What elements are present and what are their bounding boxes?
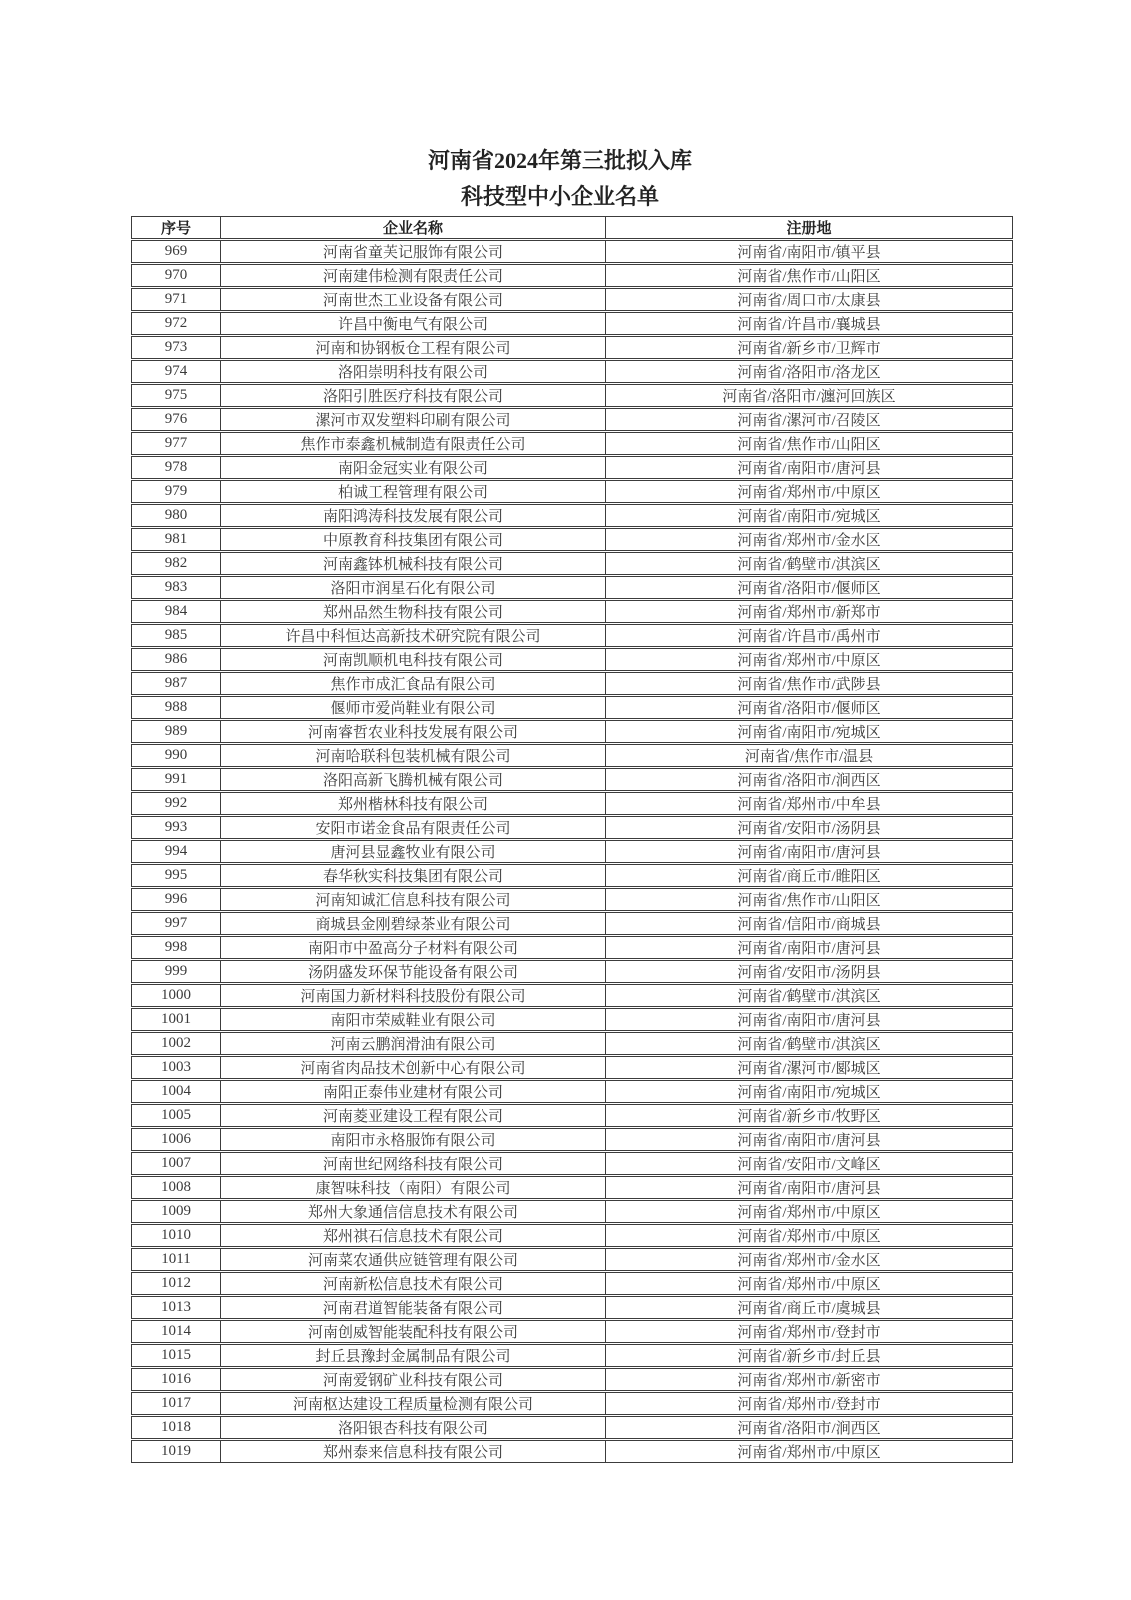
table-row	[131, 864, 1013, 887]
cell-company-name: 河南知诚汇信息科技有限公司	[220, 888, 605, 911]
cell-index: 1006	[131, 1128, 220, 1151]
cell-index: 1009	[131, 1200, 220, 1223]
cell-company-name: 河南鑫钵机械科技有限公司	[220, 552, 605, 575]
cell-company-name: 商城县金刚碧绿茶业有限公司	[220, 912, 605, 935]
cell-company-name: 许昌中科恒达高新技术研究院有限公司	[220, 624, 605, 647]
table-row	[131, 1344, 1013, 1367]
table-row	[131, 360, 1013, 383]
cell-index: 998	[131, 936, 220, 959]
cell-index: 996	[131, 888, 220, 911]
cell-company-name: 河南凯顺机电科技有限公司	[220, 648, 605, 671]
cell-index: 995	[131, 864, 220, 887]
cell-index: 985	[131, 624, 220, 647]
cell-index: 997	[131, 912, 220, 935]
column-header-registration-place: 注册地	[605, 216, 1013, 239]
table-row	[131, 456, 1013, 479]
cell-index: 1016	[131, 1368, 220, 1391]
cell-company-name: 河南菜农通供应链管理有限公司	[220, 1248, 605, 1271]
table-row	[131, 672, 1013, 695]
cell-index: 1010	[131, 1224, 220, 1247]
table-row	[131, 480, 1013, 503]
table-row	[131, 1440, 1013, 1463]
cell-registration-place: 河南省/商丘市/虞城县	[605, 1296, 1013, 1319]
cell-index: 989	[131, 720, 220, 743]
cell-registration-place: 河南省/郑州市/登封市	[605, 1392, 1013, 1415]
table-row	[131, 696, 1013, 719]
cell-company-name: 洛阳高新飞腾机械有限公司	[220, 768, 605, 791]
cell-company-name: 河南世杰工业设备有限公司	[220, 288, 605, 311]
table-row	[131, 1200, 1013, 1223]
cell-index: 991	[131, 768, 220, 791]
cell-company-name: 偃师市爱尚鞋业有限公司	[220, 696, 605, 719]
table-row	[131, 816, 1013, 839]
cell-registration-place: 河南省/南阳市/唐河县	[605, 456, 1013, 479]
cell-registration-place: 河南省/郑州市/金水区	[605, 1248, 1013, 1271]
cell-company-name: 河南国力新材料科技股份有限公司	[220, 984, 605, 1007]
cell-registration-place: 河南省/郑州市/中原区	[605, 1200, 1013, 1223]
cell-company-name: 河南新松信息技术有限公司	[220, 1272, 605, 1295]
cell-company-name: 南阳金冠实业有限公司	[220, 456, 605, 479]
cell-company-name: 南阳市荣威鞋业有限公司	[220, 1008, 605, 1031]
cell-company-name: 河南建伟检测有限责任公司	[220, 264, 605, 287]
cell-index: 981	[131, 528, 220, 551]
table-row	[131, 1224, 1013, 1247]
cell-index: 1018	[131, 1416, 220, 1439]
table-row	[131, 432, 1013, 455]
cell-index: 974	[131, 360, 220, 383]
cell-index: 992	[131, 792, 220, 815]
cell-registration-place: 河南省/鹤壁市/淇滨区	[605, 552, 1013, 575]
cell-registration-place: 河南省/商丘市/睢阳区	[605, 864, 1013, 887]
cell-index: 994	[131, 840, 220, 863]
table-row	[131, 312, 1013, 335]
cell-company-name: 安阳市诺金食品有限责任公司	[220, 816, 605, 839]
cell-registration-place: 河南省/周口市/太康县	[605, 288, 1013, 311]
cell-registration-place: 河南省/南阳市/镇平县	[605, 240, 1013, 263]
cell-index: 1017	[131, 1392, 220, 1415]
cell-registration-place: 河南省/南阳市/唐河县	[605, 840, 1013, 863]
cell-index: 970	[131, 264, 220, 287]
cell-registration-place: 河南省/南阳市/宛城区	[605, 504, 1013, 527]
cell-registration-place: 河南省/南阳市/唐河县	[605, 1176, 1013, 1199]
table-row	[131, 600, 1013, 623]
table-row	[131, 840, 1013, 863]
cell-registration-place: 河南省/南阳市/唐河县	[605, 936, 1013, 959]
table-row	[131, 1392, 1013, 1415]
cell-company-name: 柏诚工程管理有限公司	[220, 480, 605, 503]
cell-registration-place: 河南省/南阳市/唐河县	[605, 1008, 1013, 1031]
cell-index: 975	[131, 384, 220, 407]
cell-company-name: 南阳鸿涛科技发展有限公司	[220, 504, 605, 527]
column-header-index: 序号	[131, 216, 220, 239]
cell-index: 1011	[131, 1248, 220, 1271]
cell-company-name: 郑州品然生物科技有限公司	[220, 600, 605, 623]
cell-registration-place: 河南省/郑州市/中原区	[605, 1272, 1013, 1295]
cell-index: 977	[131, 432, 220, 455]
cell-index: 993	[131, 816, 220, 839]
table-header-row	[131, 216, 1013, 239]
cell-registration-place: 河南省/安阳市/汤阴县	[605, 816, 1013, 839]
cell-company-name: 焦作市成汇食品有限公司	[220, 672, 605, 695]
cell-company-name: 焦作市泰鑫机械制造有限责任公司	[220, 432, 605, 455]
cell-registration-place: 河南省/郑州市/中原区	[605, 1440, 1013, 1463]
cell-registration-place: 河南省/新乡市/牧野区	[605, 1104, 1013, 1127]
cell-company-name: 河南和协钢板仓工程有限公司	[220, 336, 605, 359]
cell-company-name: 中原教育科技集团有限公司	[220, 528, 605, 551]
cell-index: 978	[131, 456, 220, 479]
cell-registration-place: 河南省/洛阳市/涧西区	[605, 768, 1013, 791]
cell-index: 987	[131, 672, 220, 695]
table-row	[131, 1248, 1013, 1271]
table-row	[131, 1416, 1013, 1439]
cell-company-name: 南阳正泰伟业建材有限公司	[220, 1080, 605, 1103]
cell-index: 973	[131, 336, 220, 359]
table-row	[131, 264, 1013, 287]
cell-registration-place: 河南省/郑州市/中原区	[605, 1224, 1013, 1247]
cell-company-name: 河南菱亚建设工程有限公司	[220, 1104, 605, 1127]
table-body	[131, 240, 1013, 1463]
cell-company-name: 洛阳引胜医疗科技有限公司	[220, 384, 605, 407]
table-row	[131, 888, 1013, 911]
table-row	[131, 1368, 1013, 1391]
cell-index: 984	[131, 600, 220, 623]
cell-index: 969	[131, 240, 220, 263]
cell-registration-place: 河南省/洛阳市/偃师区	[605, 696, 1013, 719]
cell-index: 976	[131, 408, 220, 431]
cell-index: 990	[131, 744, 220, 767]
cell-company-name: 河南创威智能装配科技有限公司	[220, 1320, 605, 1343]
cell-company-name: 河南云鹏润滑油有限公司	[220, 1032, 605, 1055]
cell-registration-place: 河南省/安阳市/文峰区	[605, 1152, 1013, 1175]
cell-index: 988	[131, 696, 220, 719]
cell-company-name: 郑州大象通信信息技术有限公司	[220, 1200, 605, 1223]
table-row	[131, 1104, 1013, 1127]
cell-company-name: 河南哈联科包装机械有限公司	[220, 744, 605, 767]
cell-registration-place: 河南省/南阳市/宛城区	[605, 720, 1013, 743]
table-row	[131, 768, 1013, 791]
cell-index: 1019	[131, 1440, 220, 1463]
cell-company-name: 汤阴盛发环保节能设备有限公司	[220, 960, 605, 983]
cell-index: 986	[131, 648, 220, 671]
cell-registration-place: 河南省/焦作市/山阳区	[605, 432, 1013, 455]
cell-company-name: 河南君道智能装备有限公司	[220, 1296, 605, 1319]
column-header-company-name: 企业名称	[220, 216, 605, 239]
cell-index: 979	[131, 480, 220, 503]
table-row	[131, 288, 1013, 311]
cell-index: 983	[131, 576, 220, 599]
cell-registration-place: 河南省/南阳市/唐河县	[605, 1128, 1013, 1151]
document-title-line1: 河南省2024年第三批拟入库	[427, 148, 692, 173]
cell-registration-place: 河南省/洛阳市/偃师区	[605, 576, 1013, 599]
cell-index: 982	[131, 552, 220, 575]
cell-registration-place: 河南省/漯河市/召陵区	[605, 408, 1013, 431]
cell-company-name: 河南枢达建设工程质量检测有限公司	[220, 1392, 605, 1415]
cell-registration-place: 河南省/信阳市/商城县	[605, 912, 1013, 935]
cell-company-name: 许昌中衡电气有限公司	[220, 312, 605, 335]
table-row	[131, 1128, 1013, 1151]
table-row	[131, 1320, 1013, 1343]
table-row	[131, 792, 1013, 815]
table-row	[131, 240, 1013, 263]
table-row	[131, 624, 1013, 647]
cell-index: 1005	[131, 1104, 220, 1127]
table-row	[131, 1272, 1013, 1295]
table-row	[131, 408, 1013, 431]
cell-registration-place: 河南省/新乡市/卫辉市	[605, 336, 1013, 359]
cell-company-name: 南阳市永格服饰有限公司	[220, 1128, 605, 1151]
table-row	[131, 336, 1013, 359]
cell-company-name: 洛阳市润星石化有限公司	[220, 576, 605, 599]
table-row	[131, 576, 1013, 599]
cell-registration-place: 河南省/许昌市/禹州市	[605, 624, 1013, 647]
cell-company-name: 河南爱钢矿业科技有限公司	[220, 1368, 605, 1391]
cell-company-name: 河南省童芙记服饰有限公司	[220, 240, 605, 263]
cell-index: 1015	[131, 1344, 220, 1367]
cell-index: 971	[131, 288, 220, 311]
cell-registration-place: 河南省/鹤壁市/淇滨区	[605, 1032, 1013, 1055]
cell-company-name: 洛阳崇明科技有限公司	[220, 360, 605, 383]
cell-registration-place: 河南省/焦作市/温县	[605, 744, 1013, 767]
table-row	[131, 960, 1013, 983]
cell-registration-place: 河南省/安阳市/汤阴县	[605, 960, 1013, 983]
table-row	[131, 744, 1013, 767]
cell-company-name: 春华秋实科技集团有限公司	[220, 864, 605, 887]
cell-company-name: 河南世纪网络科技有限公司	[220, 1152, 605, 1175]
cell-registration-place: 河南省/郑州市/中原区	[605, 648, 1013, 671]
table-row	[131, 552, 1013, 575]
table-row	[131, 984, 1013, 1007]
cell-company-name: 郑州楷林科技有限公司	[220, 792, 605, 815]
cell-registration-place: 河南省/洛阳市/涧西区	[605, 1416, 1013, 1439]
cell-index: 1007	[131, 1152, 220, 1175]
table-row	[131, 1296, 1013, 1319]
cell-registration-place: 河南省/郑州市/中牟县	[605, 792, 1013, 815]
document-title-line2: 科技型中小企业名单	[460, 184, 659, 209]
cell-index: 1004	[131, 1080, 220, 1103]
table-row	[131, 912, 1013, 935]
cell-registration-place: 河南省/鹤壁市/淇滨区	[605, 984, 1013, 1007]
cell-company-name: 南阳市中盈高分子材料有限公司	[220, 936, 605, 959]
table-row	[131, 720, 1013, 743]
cell-registration-place: 河南省/洛阳市/瀍河回族区	[605, 384, 1013, 407]
cell-registration-place: 河南省/洛阳市/洛龙区	[605, 360, 1013, 383]
cell-registration-place: 河南省/漯河市/郾城区	[605, 1056, 1013, 1079]
cell-registration-place: 河南省/郑州市/中原区	[605, 480, 1013, 503]
cell-registration-place: 河南省/焦作市/山阳区	[605, 264, 1013, 287]
table-row	[131, 1056, 1013, 1079]
cell-index: 1008	[131, 1176, 220, 1199]
cell-registration-place: 河南省/焦作市/武陟县	[605, 672, 1013, 695]
cell-company-name: 郑州祺石信息技术有限公司	[220, 1224, 605, 1247]
table-row	[131, 504, 1013, 527]
cell-company-name: 唐河县显鑫牧业有限公司	[220, 840, 605, 863]
table-row	[131, 1152, 1013, 1175]
cell-company-name: 郑州泰来信息科技有限公司	[220, 1440, 605, 1463]
cell-registration-place: 河南省/新乡市/封丘县	[605, 1344, 1013, 1367]
table-row	[131, 1176, 1013, 1199]
cell-index: 1003	[131, 1056, 220, 1079]
cell-index: 1000	[131, 984, 220, 1007]
company-table	[131, 215, 1013, 1464]
table-row	[131, 528, 1013, 551]
cell-company-name: 漯河市双发塑料印刷有限公司	[220, 408, 605, 431]
cell-registration-place: 河南省/郑州市/新郑市	[605, 600, 1013, 623]
document-title	[131, 0, 989, 215]
cell-index: 972	[131, 312, 220, 335]
cell-index: 1002	[131, 1032, 220, 1055]
cell-company-name: 河南省肉品技术创新中心有限公司	[220, 1056, 605, 1079]
cell-index: 1012	[131, 1272, 220, 1295]
cell-company-name: 河南睿哲农业科技发展有限公司	[220, 720, 605, 743]
table-row	[131, 936, 1013, 959]
cell-index: 1013	[131, 1296, 220, 1319]
cell-index: 1014	[131, 1320, 220, 1343]
cell-registration-place: 河南省/郑州市/登封市	[605, 1320, 1013, 1343]
cell-index: 1001	[131, 1008, 220, 1031]
table-row	[131, 384, 1013, 407]
cell-registration-place: 河南省/郑州市/金水区	[605, 528, 1013, 551]
cell-registration-place: 河南省/焦作市/山阳区	[605, 888, 1013, 911]
cell-company-name: 康智味科技（南阳）有限公司	[220, 1176, 605, 1199]
cell-index: 980	[131, 504, 220, 527]
table-row	[131, 1008, 1013, 1031]
cell-company-name: 封丘县豫封金属制品有限公司	[220, 1344, 605, 1367]
cell-registration-place: 河南省/许昌市/襄城县	[605, 312, 1013, 335]
table-row	[131, 648, 1013, 671]
cell-registration-place: 河南省/郑州市/新密市	[605, 1368, 1013, 1391]
table-row	[131, 1080, 1013, 1103]
cell-company-name: 洛阳银杏科技有限公司	[220, 1416, 605, 1439]
table-row	[131, 1032, 1013, 1055]
cell-registration-place: 河南省/南阳市/宛城区	[605, 1080, 1013, 1103]
cell-index: 999	[131, 960, 220, 983]
